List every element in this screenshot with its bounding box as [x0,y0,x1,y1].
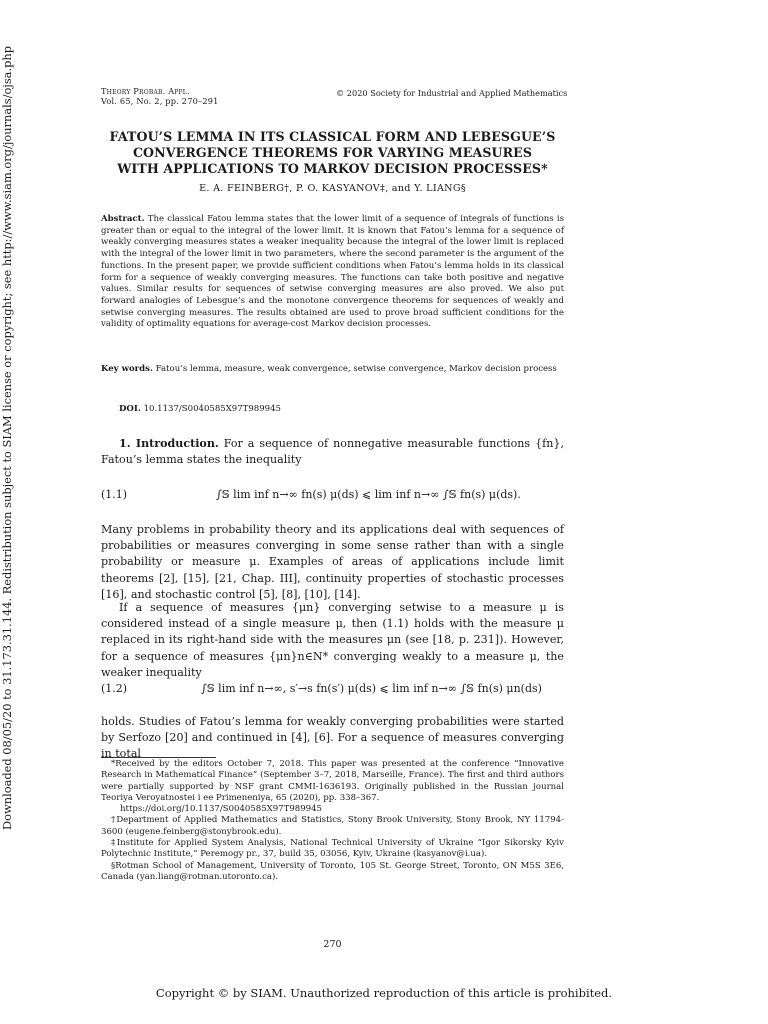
intro-paragraph-4: holds. Studies of Fatou’s lemma for weakly converging probabilities were started by Serfozo [20] and continued in [4], [6]. For a sequence of measures converging in total [101,715,564,761]
footnotes [101,759,564,883]
title-line-3: WITH APPLICATIONS TO MARKOV DECISION PROCESSES* [117,161,548,176]
journal-name: Theory Probab. Appl. [101,86,190,96]
equation-1-1-number: (1.1) [101,488,128,501]
intro-paragraph-1 [101,436,564,468]
footnote-dagger: †Department of Applied Mathematics and Statistics, Stony Brook University, Stony Brook, NY 11794-3600 (eugene.feinberg@stonybrook.edu). [101,815,564,837]
equation-1-2-body: ∫𝕊 lim inf n→∞, s′→s fn(s′) μ(ds) ⩽ lim inf n→∞ ∫𝕊 fn(s) μn(ds) [201,682,542,695]
intro-paragraph-2: Many problems in probability theory and its applications deal with sequences of probabilities or measures converging in some sense rather than with a single probability or measure μ. Examples of areas of applications include limit theorems [2], [15], [21, Chap. III], continuity properties of stochastic processes [16], and stochastic control [5], [8], [10], [14]. [101,523,564,601]
equation-1-1 [101,488,564,510]
intro-p1: For a sequence of nonnegative measurable functions {fn}, Fatou’s lemma states the inequality [101,437,564,467]
doi-label: DOI. [119,404,141,414]
download-side-note [0,0,16,1024]
footnote-received: *Received by the editors October 7, 2018. This paper was presented at the conference “Innovative Research in Mathematical Finance” (September 3–7, 2018, Marseille, France). The first and third authors were partially supported by NSF grant CMMI-1636193. Originally published in the Russian journal Teoriya Veroyatnostei i ee Primeneniya, 65 (2020), pp. 338–367. [101,759,564,803]
intro-paragraph-3: If a sequence of measures {μn} converging setwise to a measure μ is considered instead of a single measure μ, then (1.1) holds with the measure μ replaced in its right-hand side with the measures μn (see [18, p. 231]). However, for a sequence of measures {μn}n∈N* converging weakly to a measure μ, the weaker inequality [101,601,564,679]
page-number: 270 [323,939,342,950]
title-line-1: FATOU’S LEMMA IN ITS CLASSICAL FORM AND LEBESGUE’S [109,129,556,144]
siam-copyright-notice: Copyright © by SIAM. Unauthorized reproduction of this article is prohibited. [155,986,613,1000]
abstract-text: The classical Fatou lemma states that the lower limit of a sequence of integrals of functions is greater than or equal to the integral of the lower limit. It is known that Fatou’s lemma for a sequence of weakly converging measures states a weaker inequality because the integral of the lower limit is replaced with the integral of the lower limit in two parameters, where the second parameter is the argument of the functions. In the present paper, we provide sufficient conditions when Fatou’s lemma holds in its classical form for a sequence of weakly converging measures. The functions can take both positive and negative values. Similar results for sequences of setwise converging measures are also proved. We also put forward analogies of Lebesgue’s and the monotone convergence theorems for sequences of weakly and setwise converging measures. The results obtained are used to prove broad sufficient conditions for the validity of optimality equations for average-cost Markov decision processes. [101,214,565,330]
title-line-2: CONVERGENCE THEOREMS FOR VARYING MEASURES [132,145,533,160]
paper-title [101,129,564,177]
abstract [101,214,564,331]
footnote-divider [101,757,216,758]
doi-link[interactable]: 10.1137/S0040585X97T989945 [143,404,281,414]
footnote-section: §Rotman School of Management, University of Toronto, 105 St. George Street, Toronto, ON M5S 3E6, Canada (yan.liang@rotman.utoronto.ca). [101,860,564,882]
journal-volume: Vol. 65, No. 2, pp. 270–291 [101,96,219,106]
equation-1-1-body: ∫𝕊 lim inf n→∞ fn(s) μ(ds) ⩽ lim inf n→∞ ∫𝕊 fn(s) μ(ds). [216,488,521,501]
keywords-label: Key words. [101,364,153,374]
authors: E. A. FEINBERG†, P. O. KASYANOV‡, and Y. LIANG§ [199,183,466,194]
keywords [101,364,564,376]
footnote-url[interactable]: https://doi.org/10.1137/S0040585X97T989945 [120,804,322,815]
journal-header [101,86,219,106]
intro-heading: 1. Introduction. [119,437,219,450]
equation-1-2 [101,682,564,704]
doi [119,404,281,414]
side-note-text: Downloaded 08/05/20 to 31.173.31.144. Redistribution subject to SIAM license or copyright; see http://www.siam.org/journals/ojsa.php [0,45,14,831]
keywords-text: Fatou’s lemma, measure, weak convergence, setwise convergence, Markov decision process [155,364,557,374]
footnote-ddagger: ‡Institute for Applied System Analysis, National Technical University of Ukraine “Igor Sikorsky Kyiv Polytechnic Institute,” Peremogy pr., 37, build 35, 03056, Kyiv, Ukraine (kasyanov@i.ua). [101,838,564,860]
equation-1-2-number: (1.2) [101,682,128,695]
abstract-label: Abstract. [101,214,145,224]
header-copyright: © 2020 Society for Industrial and Applied Mathematics [336,88,568,98]
